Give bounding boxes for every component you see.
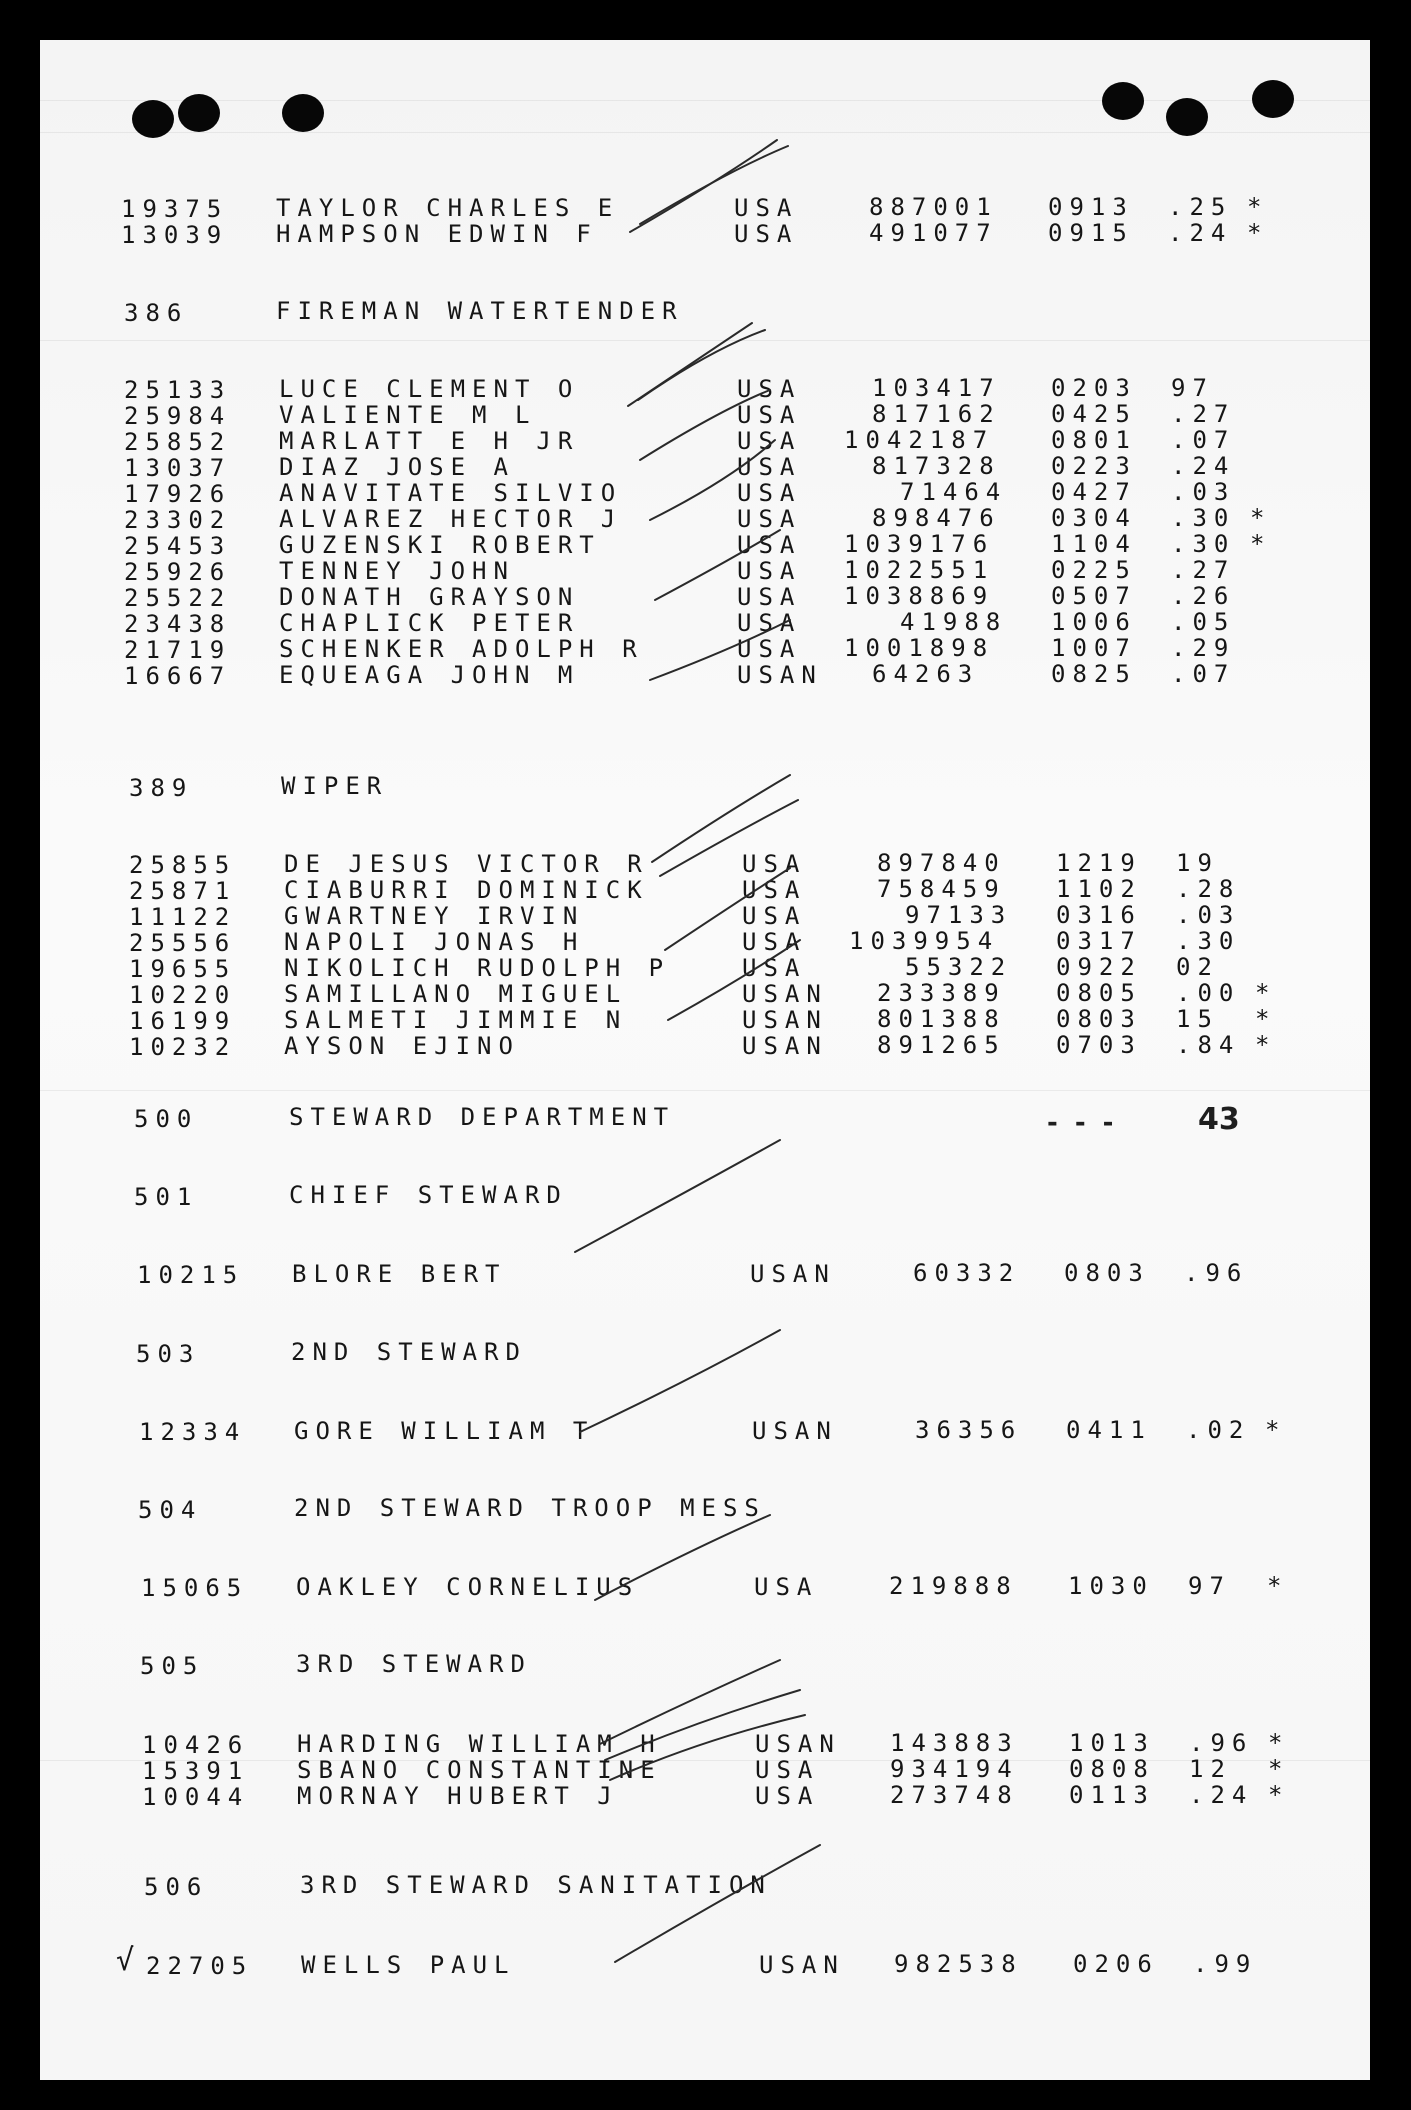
entry-citizenship: USA [737, 505, 802, 533]
section-code: 386 [124, 299, 189, 327]
entry-date: 0913 [1048, 193, 1134, 221]
entry-citizenship: USA [734, 194, 799, 222]
entry-no: 25871 [129, 877, 237, 905]
entry-citizenship: USA [737, 453, 802, 481]
entry-no: 25556 [129, 929, 237, 957]
entry-value: .96 [1184, 1259, 1249, 1287]
entry-value: .27 [1171, 400, 1236, 428]
entry-citizenship: USAN [742, 1006, 828, 1034]
entry-certificate: 97133 [905, 901, 1013, 929]
entry-certificate: 64263 [872, 660, 980, 688]
entry-value: .26 [1171, 582, 1236, 610]
entry-date: 0507 [1051, 582, 1137, 610]
entry-no: 16199 [129, 1007, 237, 1035]
entry-name: SAMILLANO MIGUEL [284, 980, 628, 1008]
stamp-dash: - - - [1047, 1108, 1118, 1138]
punch-hole [1252, 80, 1294, 118]
entry-value: 02 [1176, 953, 1219, 981]
entry-certificate: 1042187 [844, 426, 995, 454]
section-code: 505 [140, 1652, 205, 1680]
entry-name: AYSON EJINO [284, 1032, 520, 1060]
entry-name: DONATH GRAYSON [279, 583, 580, 611]
entry-certificate: 71464 [900, 478, 1008, 506]
entry-citizenship: USA [737, 557, 802, 585]
section-title: 2ND STEWARD TROOP MESS [294, 1494, 766, 1522]
entry-date: 0316 [1056, 901, 1142, 929]
entry-certificate: 887001 [869, 193, 998, 221]
section-title: STEWARD DEPARTMENT [289, 1103, 676, 1131]
entry-value: .24 [1168, 219, 1233, 247]
entry-date: 0203 [1051, 374, 1137, 402]
entry-value: .84 [1176, 1031, 1241, 1059]
entry-certificate: 1022551 [844, 556, 995, 584]
entry-name: SCHENKER ADOLPH R [279, 635, 644, 663]
entry-no: 21719 [124, 636, 232, 664]
entry-value: .28 [1176, 875, 1241, 903]
section-title: 2ND STEWARD [291, 1338, 527, 1366]
entry-value: .30 [1171, 530, 1236, 558]
entry-mark: * [1268, 1755, 1290, 1783]
entry-date: 0825 [1051, 660, 1137, 688]
entry-certificate: 36356 [915, 1416, 1023, 1444]
entry-certificate: 817162 [872, 400, 1001, 428]
entry-certificate: 1039954 [849, 927, 1000, 955]
entry-value: .03 [1176, 901, 1241, 929]
entry-citizenship: USAN [742, 1032, 828, 1060]
entry-name: SBANO CONSTANTINE [297, 1756, 662, 1784]
entry-no: 23302 [124, 506, 232, 534]
entry-no: 19655 [129, 955, 237, 983]
entry-date: 1102 [1056, 875, 1142, 903]
entry-value: .25 [1168, 193, 1233, 221]
entry-mark: * [1255, 1031, 1277, 1059]
entry-citizenship: USA [737, 531, 802, 559]
punch-hole [1166, 98, 1208, 136]
entry-date: 0915 [1048, 219, 1134, 247]
entry-name: TENNEY JOHN [279, 557, 515, 585]
entry-value: .07 [1171, 660, 1236, 688]
entry-date: 1007 [1051, 634, 1137, 662]
section-title: WIPER [281, 772, 389, 800]
entry-date: 1219 [1056, 849, 1142, 877]
entry-certificate: 934194 [890, 1755, 1019, 1783]
entry-name: MORNAY HUBERT J [297, 1782, 619, 1810]
entry-date: 0808 [1069, 1755, 1155, 1783]
entry-date: 1104 [1051, 530, 1137, 558]
section-code: 503 [136, 1340, 201, 1368]
entry-certificate: 982538 [894, 1950, 1023, 1978]
entry-certificate: 897840 [877, 849, 1006, 877]
entry-no: 13037 [124, 454, 232, 482]
entry-certificate: 60332 [913, 1259, 1021, 1287]
entry-certificate: 898476 [872, 504, 1001, 532]
entry-date: 0803 [1064, 1259, 1150, 1287]
entry-mark: * [1268, 1729, 1290, 1757]
entry-no: 25522 [124, 584, 232, 612]
entry-no: 25855 [129, 851, 237, 879]
entry-date: 0225 [1051, 556, 1137, 584]
entry-no: 10426 [142, 1731, 250, 1759]
entry-mark: * [1268, 1781, 1290, 1809]
entry-citizenship: USA [755, 1782, 820, 1810]
entry-value: .07 [1171, 426, 1236, 454]
entry-name: CHAPLICK PETER [279, 609, 580, 637]
entry-name: ANAVITATE SILVIO [279, 479, 623, 507]
section-code: 500 [134, 1105, 199, 1133]
entry-citizenship: USA [754, 1573, 819, 1601]
entry-citizenship: USAN [755, 1730, 841, 1758]
entry-citizenship: USAN [750, 1260, 836, 1288]
entry-value: .03 [1171, 478, 1236, 506]
entry-name: BLORE BERT [292, 1260, 507, 1288]
entry-no: 15391 [142, 1757, 250, 1785]
section-title: CHIEF STEWARD [289, 1181, 568, 1209]
entry-name: NAPOLI JONAS H [284, 928, 585, 956]
entry-name: CIABURRI DOMINICK [284, 876, 649, 904]
entry-value: .02 [1186, 1416, 1251, 1444]
entry-value: .24 [1171, 452, 1236, 480]
entry-value: .27 [1171, 556, 1236, 584]
entry-certificate: 143883 [890, 1729, 1019, 1757]
entry-certificate: 219888 [889, 1572, 1018, 1600]
entry-date: 1006 [1051, 608, 1137, 636]
entry-certificate: 491077 [869, 219, 998, 247]
entry-citizenship: USA [742, 902, 807, 930]
entry-date: 0801 [1051, 426, 1137, 454]
entry-citizenship: USA [734, 220, 799, 248]
entry-certificate: 1001898 [844, 634, 995, 662]
entry-value: .00 [1176, 979, 1241, 1007]
entry-value: .29 [1171, 634, 1236, 662]
entry-mark: * [1250, 504, 1272, 532]
entry-name: WELLS PAUL [301, 1951, 516, 1979]
entry-name: ALVAREZ HECTOR J [279, 505, 623, 533]
entry-value: .99 [1193, 1950, 1258, 1978]
entry-value: 19 [1176, 849, 1219, 877]
page-number-stamp: 43 [1198, 1102, 1240, 1137]
entry-date: 0803 [1056, 1005, 1142, 1033]
entry-citizenship: USA [737, 375, 802, 403]
punch-hole [1102, 82, 1144, 120]
entry-date: 1013 [1069, 1729, 1155, 1757]
entry-value: 97 [1171, 374, 1214, 402]
entry-certificate: 1039176 [844, 530, 995, 558]
entry-mark: * [1247, 193, 1269, 221]
entry-citizenship: USA [737, 635, 802, 663]
entry-no: 22705 [146, 1952, 254, 1980]
entry-certificate: 55322 [905, 953, 1013, 981]
entry-date: 0206 [1073, 1950, 1159, 1978]
entry-certificate: 758459 [877, 875, 1006, 903]
entry-date: 0411 [1066, 1416, 1152, 1444]
entry-name: GUZENSKI ROBERT [279, 531, 601, 559]
entry-certificate: 41988 [900, 608, 1008, 636]
entry-citizenship: USA [737, 427, 802, 455]
entry-citizenship: USA [742, 850, 807, 878]
entry-certificate: 1038869 [844, 582, 995, 610]
entry-citizenship: USAN [759, 1951, 845, 1979]
entry-date: 0427 [1051, 478, 1137, 506]
section-code: 504 [138, 1496, 203, 1524]
entry-name: DE JESUS VICTOR R [284, 850, 649, 878]
entry-date: 0425 [1051, 400, 1137, 428]
section-title: 3RD STEWARD [296, 1650, 532, 1678]
entry-value: .05 [1171, 608, 1236, 636]
section-code: 506 [144, 1873, 209, 1901]
entry-citizenship: USA [742, 954, 807, 982]
entry-no: 13039 [121, 221, 229, 249]
entry-mark: * [1267, 1572, 1289, 1600]
entry-certificate: 103417 [872, 374, 1001, 402]
entry-no: 12334 [139, 1418, 247, 1446]
entry-citizenship: USA [742, 928, 807, 956]
entry-no: 10215 [137, 1261, 245, 1289]
section-code: 501 [134, 1183, 199, 1211]
entry-name: TAYLOR CHARLES E [276, 194, 620, 222]
entry-name: GWARTNEY IRVIN [284, 902, 585, 930]
entry-no: 16667 [124, 662, 232, 690]
entry-citizenship: USAN [742, 980, 828, 1008]
entry-value: .24 [1189, 1781, 1254, 1809]
entry-citizenship: USA [737, 479, 802, 507]
entry-name: HARDING WILLIAM H [297, 1730, 662, 1758]
entry-value: 97 [1188, 1572, 1231, 1600]
entry-mark: * [1250, 530, 1272, 558]
entry-date: 0922 [1056, 953, 1142, 981]
punch-hole [132, 100, 174, 138]
entry-no: 15065 [141, 1574, 249, 1602]
entry-name: SALMETI JIMMIE N [284, 1006, 628, 1034]
entry-certificate: 233389 [877, 979, 1006, 1007]
entry-mark: * [1255, 1005, 1277, 1033]
entry-no: 25984 [124, 402, 232, 430]
entry-name: MARLATT E H JR [279, 427, 580, 455]
section-code: 389 [129, 774, 194, 802]
entry-mark: * [1265, 1416, 1287, 1444]
entry-certificate: 801388 [877, 1005, 1006, 1033]
entry-citizenship: USAN [752, 1417, 838, 1445]
entry-no: 23438 [124, 610, 232, 638]
entry-name: EQUEAGA JOHN M [279, 661, 580, 689]
entry-date: 0317 [1056, 927, 1142, 955]
entry-certificate: 817328 [872, 452, 1001, 480]
entry-date: 0805 [1056, 979, 1142, 1007]
entry-value: .30 [1176, 927, 1241, 955]
entry-certificate: 891265 [877, 1031, 1006, 1059]
entry-citizenship: USAN [737, 661, 823, 689]
entry-citizenship: USA [742, 876, 807, 904]
entry-date: 0223 [1051, 452, 1137, 480]
entry-name: LUCE CLEMENT O [279, 375, 580, 403]
entry-no: 11122 [129, 903, 237, 931]
entry-value: .30 [1171, 504, 1236, 532]
entry-no: 19375 [121, 195, 229, 223]
entry-no: 10220 [129, 981, 237, 1009]
section-title: 3RD STEWARD SANITATION [300, 1871, 772, 1899]
entry-no: 25453 [124, 532, 232, 560]
section-title: FIREMAN WATERTENDER [276, 297, 684, 325]
entry-value: 15 [1176, 1005, 1219, 1033]
entry-value: .96 [1189, 1729, 1254, 1757]
entry-citizenship: USA [737, 401, 802, 429]
entry-citizenship: USA [737, 583, 802, 611]
entry-no: 17926 [124, 480, 232, 508]
entry-no: 10044 [142, 1783, 250, 1811]
entry-citizenship: USA [755, 1756, 820, 1784]
entry-certificate: 273748 [890, 1781, 1019, 1809]
entry-no: 25852 [124, 428, 232, 456]
entry-name: OAKLEY CORNELIUS [296, 1573, 640, 1601]
entry-date: 0703 [1056, 1031, 1142, 1059]
entry-no: 25926 [124, 558, 232, 586]
entry-no: 10232 [129, 1033, 237, 1061]
entry-citizenship: USA [737, 609, 802, 637]
checkmark-icon: √ [116, 1943, 135, 1978]
entry-name: GORE WILLIAM T [294, 1417, 595, 1445]
document-page [40, 40, 1370, 2080]
entry-name: NIKOLICH RUDOLPH P [284, 954, 671, 982]
entry-name: DIAZ JOSE A [279, 453, 515, 481]
entry-date: 0304 [1051, 504, 1137, 532]
entry-mark: * [1247, 219, 1269, 247]
entry-mark: * [1255, 979, 1277, 1007]
entry-no: 25133 [124, 376, 232, 404]
punch-hole [282, 94, 324, 132]
entry-value: 12 [1189, 1755, 1232, 1783]
entry-date: 0113 [1069, 1781, 1155, 1809]
entry-name: HAMPSON EDWIN F [276, 220, 598, 248]
page-stamp [1047, 1108, 1117, 1138]
entry-name: VALIENTE M L [279, 401, 537, 429]
punch-hole [178, 94, 220, 132]
entry-date: 1030 [1068, 1572, 1154, 1600]
